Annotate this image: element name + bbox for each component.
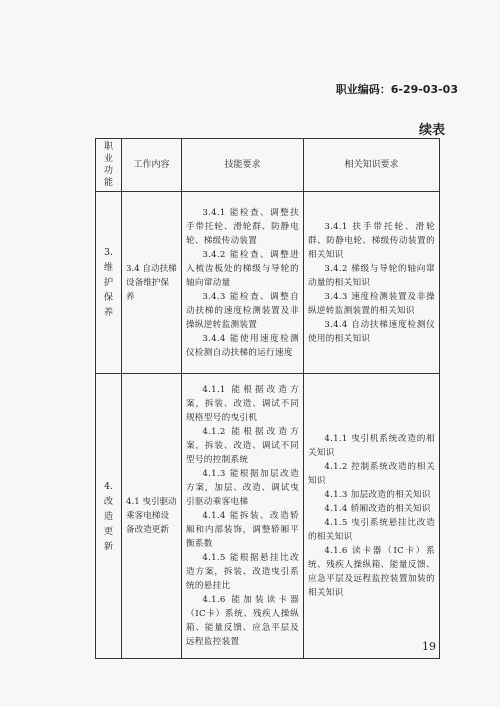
header-content: 工作内容 (122, 139, 182, 192)
content-cell: 4.1 曳引驱动乘客电梯设备改造更新 (122, 374, 182, 659)
knowledge-item: 4.1.1 曳引机系统改造的相关知识 (308, 434, 435, 458)
knowledge-item: 4.1.2 控制系统改造的相关知识 (308, 462, 435, 486)
skill-item: 4.1.3 能根据加层改造方案，加层、改造、调试曳引驱动乘客电梯 (186, 469, 299, 507)
knowledge-cell (304, 192, 440, 374)
skill-item: 4.1.1 能根据改造方案，拆装、改造、调试不同规格型号的曳引机 (186, 385, 299, 423)
skills-cell (182, 374, 304, 659)
skill-item: 4.1.5 能根据悬挂比改造方案，拆装、改造曳引系统的悬挂比 (186, 553, 299, 591)
knowledge-item: 3.4.2 梯级与导轮的轴向窜动量的相关知识 (308, 263, 435, 288)
table-row (96, 374, 440, 659)
function-cell: 4. 改造更新 (103, 480, 114, 552)
skill-item: 4.1.4 能拆装、改造轿厢和内部装饰，调整轿厢平衡系数 (186, 511, 299, 549)
knowledge-item: 3.4.4 自动扶梯速度检测仪使用的相关知识 (308, 319, 435, 344)
header-function: 职业功能 (96, 139, 122, 192)
skill-item: 3.4.2 能检查、调整进入梳齿板处的梯级与导轮的轴向窜动量 (186, 249, 299, 288)
header-knowledge: 相关知识要求 (304, 139, 440, 192)
knowledge-item: 4.1.6 读卡器（IC卡）系统、残疾人操纵箱、能量反馈、应急平层及远程监控装置加装的相关知识 (308, 546, 435, 598)
knowledge-item: 4.1.3 加层改造的相关知识 (324, 490, 431, 500)
skill-item: 3.4.3 能检查、调整自动扶梯的速度检测装置及非操纵逆转监测装置 (186, 291, 299, 330)
knowledge-item: 3.4.1 扶手带托轮、滑轮群、防静电轮、梯级传动装置的相关知识 (308, 221, 435, 260)
table-header-row (96, 139, 440, 192)
knowledge-item: 4.1.5 曳引系统悬挂比改造的相关知识 (308, 518, 435, 542)
page-number: 19 (422, 640, 436, 653)
skill-item: 3.4.1 能检查、调整扶手带托轮、滑轮群、防静电轮、梯级传动装置 (186, 207, 299, 246)
knowledge-cell (304, 374, 440, 659)
knowledge-item: 4.1.4 轿厢改造的相关知识 (324, 504, 431, 514)
skills-table (95, 138, 440, 659)
occupation-code: 职业编码：6-29-03-03 (335, 83, 458, 96)
skills-cell (182, 192, 304, 374)
skill-item: 4.1.6 能加装读卡器（IC卡）系统、残疾人操纵箱、能量反馈、应急平层及远程监控装置 (186, 595, 299, 647)
content-cell: 3.4 自动扶梯设备维护保养 (122, 192, 182, 374)
function-cell: 3. 维护保养 (103, 247, 114, 318)
table-row (96, 192, 440, 374)
skill-item: 3.4.4 能使用速度检测仪检测自动扶梯的运行速度 (186, 333, 299, 358)
knowledge-item: 3.4.3 速度检测装置及非操纵逆转监测装置的相关知识 (308, 291, 435, 316)
header-skills: 技能要求 (182, 139, 304, 192)
continued-label: 续表 (418, 123, 445, 138)
skill-item: 4.1.2 能根据改造方案，拆装、改造、调试不同型号的控制系统 (186, 427, 299, 465)
